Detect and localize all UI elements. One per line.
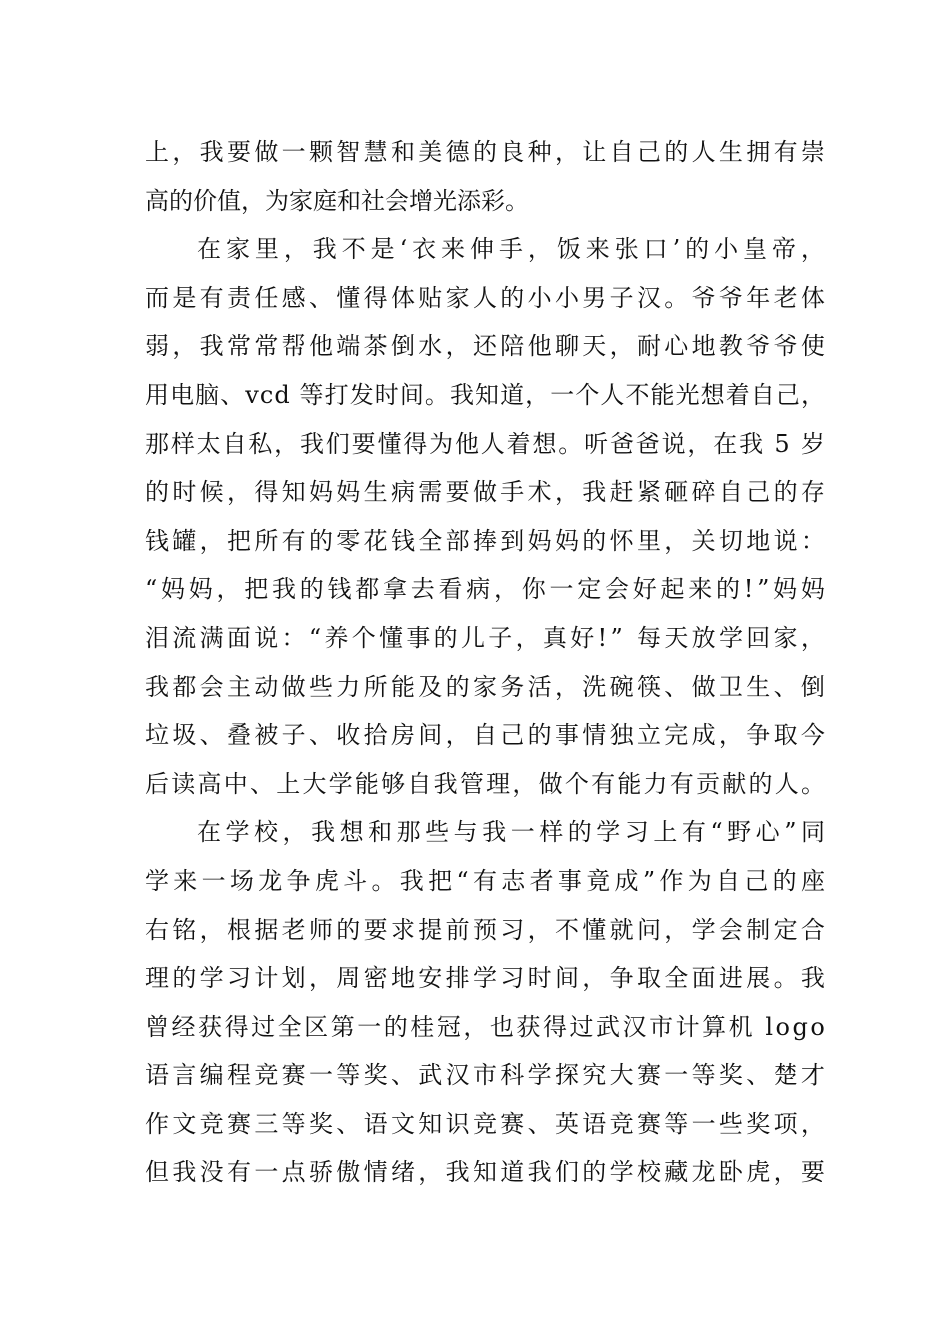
text-line: 钱罐，把所有的零花钱全部捧到妈妈的怀里，关切地说： (145, 526, 829, 555)
text-line: 垃圾、叠被子、收拾房间，自己的事情独立完成，争取今 (145, 721, 829, 750)
text-line: 高的价值，为家庭和社会增光添彩。 (145, 186, 529, 215)
text-line: 右铭，根据老师的要求提前预习，不懂就问，学会制定合 (145, 915, 829, 944)
text-line: 理的学习计划，周密地安排学习时间，争取全面进展。我 (145, 964, 829, 993)
paragraph-first-line: 在家里，我不是‘衣来伸手，饭来张口’的小皇帝， (197, 235, 830, 264)
text-line: 上，我要做一颗智慧和美德的良种，让自己的人生拥有崇 (145, 138, 829, 166)
text-line: 后读高中、上大学能够自我管理，做个有能力有贡献的人。 (145, 769, 828, 798)
text-line: 弱，我常常帮他端茶倒水，还陪他聊天，耐心地教爷爷使 (145, 332, 829, 361)
text-line: 作文竞赛三等奖、语文知识竞赛、英语竞赛等一些奖项， (145, 1109, 829, 1138)
text-line: 的时候，得知妈妈生病需要做手术，我赶紧砸碎自己的存 (145, 478, 829, 507)
text-line: “妈妈，把我的钱都拿去看病，你一定会好起来的!”妈妈 (145, 575, 829, 604)
text-line: 用电脑、vcd 等打发时间。我知道，一个人不能光想着自己， (145, 380, 827, 409)
paragraph-first-line: 在学校，我想和那些与我一样的学习上有“野心”同 (197, 818, 830, 847)
text-line: 曾经获得过全区第一的桂冠，也获得过武汉市计算机 logo (145, 1012, 828, 1041)
text-line: 那样太自私，我们要懂得为他人着想。听爸爸说，在我 5 岁 (145, 429, 827, 458)
text-line: 学来一场龙争虎斗。我把“有志者事竟成”作为自己的座 (145, 866, 830, 895)
text-line: 语言编程竞赛一等奖、武汉市科学探究大赛一等奖、楚才 (145, 1061, 829, 1090)
text-line: 泪流满面说：“养个懂事的儿子，真好!” 每天放学回家， (145, 623, 829, 652)
body-text (145, 128, 830, 1197)
text-line: 但我没有一点骄傲情绪，我知道我们的学校藏龙卧虎，要 (145, 1158, 829, 1187)
text-line: 我都会主动做些力所能及的家务活，洗碗筷、做卫生、倒 (145, 672, 829, 701)
text-line: 而是有责任感、懂得体贴家人的小小男子汉。爷爷年老体 (145, 283, 829, 312)
